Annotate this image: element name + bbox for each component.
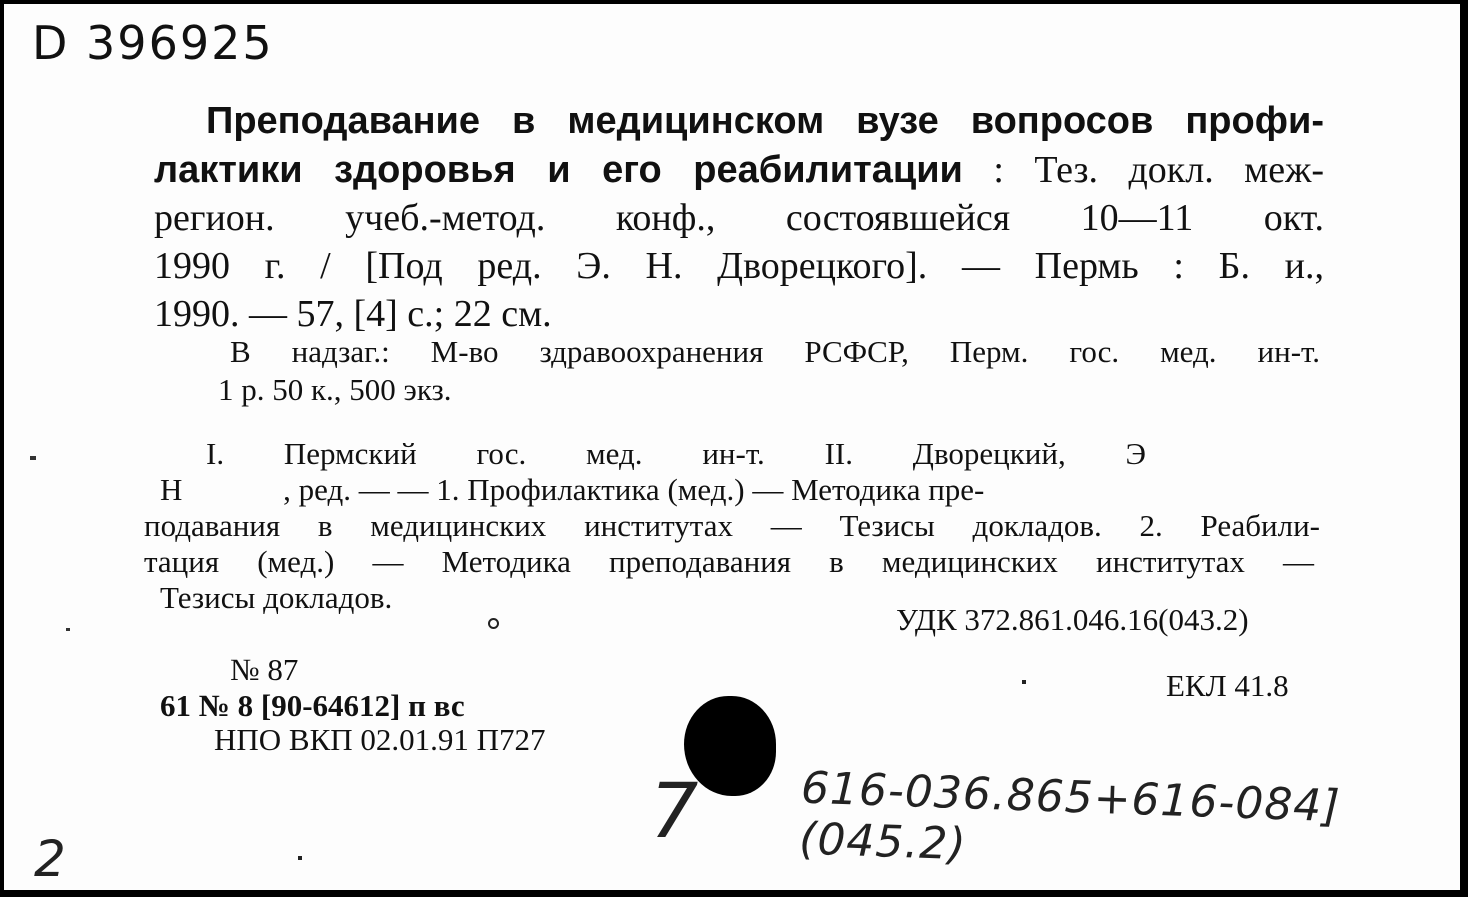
speck bbox=[298, 856, 302, 860]
note-line-2: 1 р. 50 к., 500 экз. bbox=[218, 372, 452, 407]
title-bold-part: лактики здоровья и его реабилитации bbox=[154, 149, 963, 191]
title-rest: : Тез. докл. меж- bbox=[962, 149, 1324, 191]
tracing-text: I. Пермский гос. мед. ин-т. II. Дворецкий, Э bbox=[206, 436, 1146, 471]
handwritten-classification: 616-036.865+616-084](045.2) bbox=[798, 762, 1342, 871]
tracing-line-4 bbox=[144, 544, 1314, 580]
note-line-1 bbox=[230, 334, 1320, 370]
card-number: № 87 bbox=[230, 652, 299, 687]
speck bbox=[1022, 680, 1026, 684]
tracing-line-1 bbox=[206, 436, 1146, 472]
title-line-1 bbox=[206, 100, 1324, 143]
catalog-card bbox=[4, 4, 1460, 890]
speck bbox=[66, 628, 70, 631]
speck bbox=[488, 618, 499, 629]
ekl-code: ЕКЛ 41.8 bbox=[1166, 668, 1289, 703]
title-bold-part: Преподавание в медицинском вузе вопросов профи- bbox=[206, 100, 1324, 142]
speck bbox=[30, 456, 36, 460]
conference-info: регион. учеб.-метод. конф., состоявшейся 10—11 окт. bbox=[154, 197, 1324, 239]
udk-code: УДК 372.861.046.16(043.2) bbox=[896, 602, 1249, 637]
tracing-text: тация (мед.) — Методика преподавания в медицинских институтах — bbox=[144, 544, 1314, 579]
handwritten-two: 2 bbox=[34, 830, 66, 888]
note-text: В надзаг.: М-во здравоохранения РСФСР, Перм. гос. мед. ин-т. bbox=[230, 334, 1320, 369]
npo-line: НПО ВКП 02.01.91 П727 bbox=[214, 722, 546, 757]
editor-publisher: 1990 г. / [Под ред. Э. Н. Дворецкого]. — Пермь : Б. и., bbox=[154, 245, 1324, 287]
reference-line: 61 № 8 [90-64612] п вс bbox=[160, 688, 465, 723]
title-line-4 bbox=[154, 244, 1324, 288]
title-line-3 bbox=[154, 196, 1324, 240]
title-line-2 bbox=[154, 148, 1324, 192]
tracing-line-3 bbox=[144, 508, 1320, 544]
tracing-text: подавания в медицинских институтах — Тезисы докладов. 2. Реабили- bbox=[144, 508, 1320, 543]
tracing-line-2 bbox=[160, 472, 1320, 508]
collation: 1990. — 57, [4] с.; 22 см. bbox=[154, 293, 552, 335]
tracing-line-5: Тезисы докладов. bbox=[160, 580, 393, 615]
title-line-5 bbox=[154, 292, 552, 336]
handwritten-seven: 7 bbox=[650, 766, 699, 855]
call-number: D 396925 bbox=[32, 16, 274, 70]
tracing-text: Н , ред. — — 1. Профилактика (мед.) — Методика пре- bbox=[160, 472, 985, 507]
